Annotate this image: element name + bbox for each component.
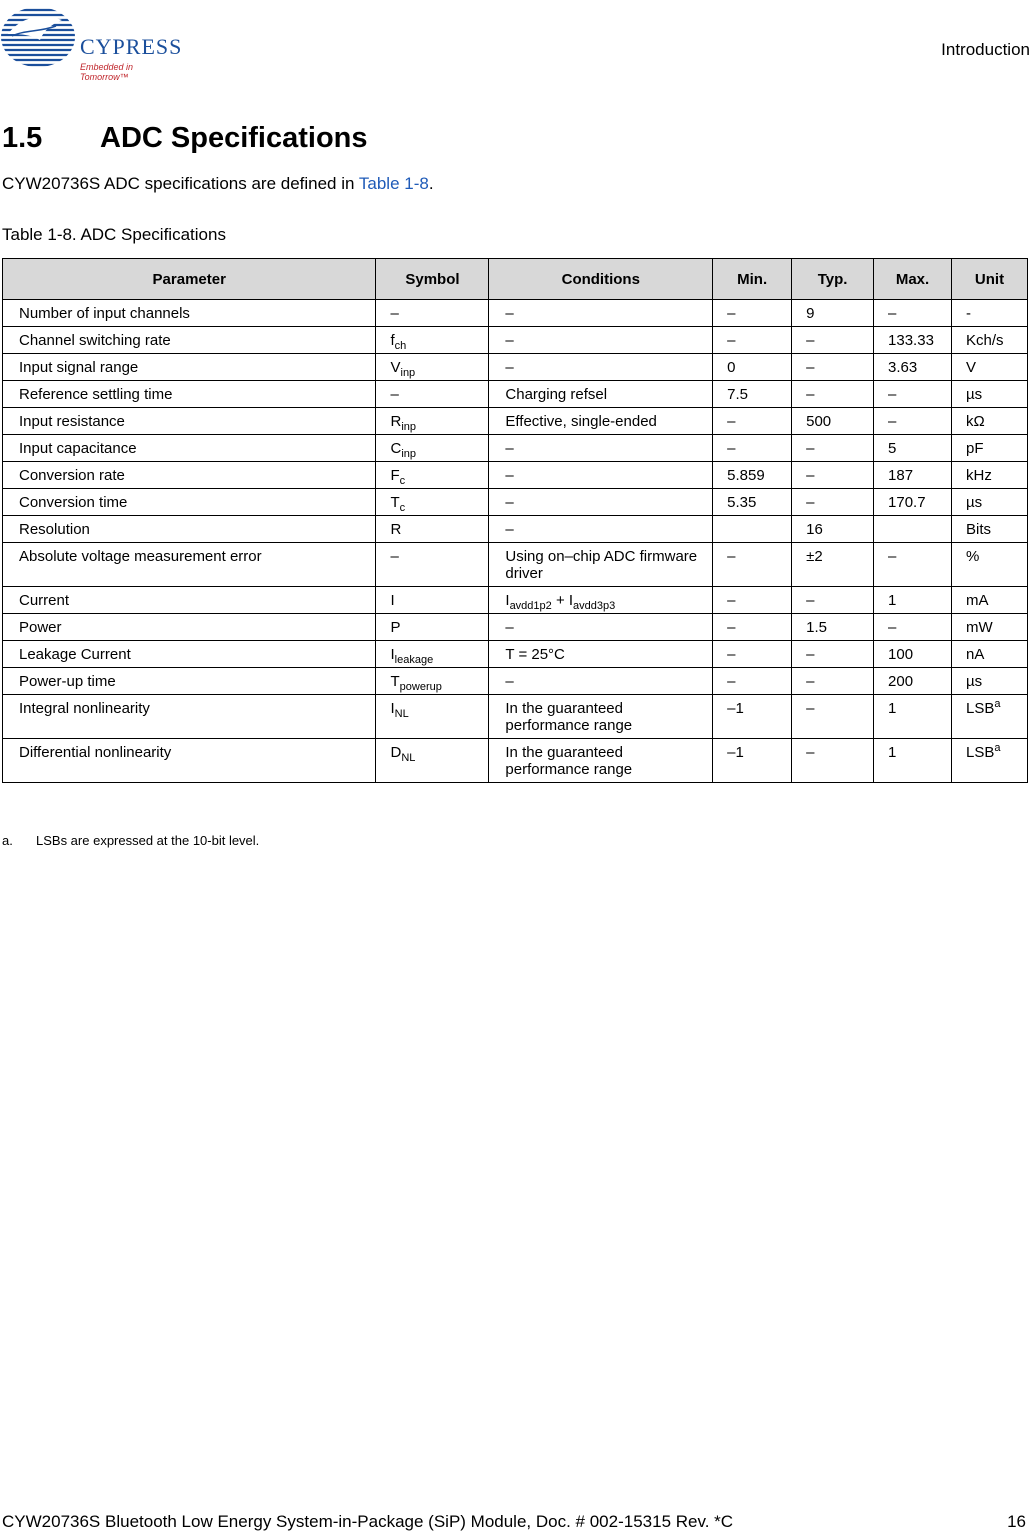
min-value: –	[727, 440, 736, 457]
section-title: ADC Specifications	[100, 122, 368, 154]
symbol-subscript: ch	[394, 340, 407, 352]
symbol-text: f	[390, 332, 395, 349]
cell-conditions	[489, 489, 713, 516]
max-value: –	[888, 413, 897, 430]
cell-min	[713, 381, 792, 408]
cell-parameter	[3, 381, 376, 408]
unit-text: µs	[966, 494, 983, 511]
min-value: –1	[727, 700, 744, 717]
header-parameter: Parameter	[3, 259, 376, 300]
cell-conditions	[489, 435, 713, 462]
max-value: 200	[888, 673, 914, 690]
table-row	[3, 354, 1028, 381]
cell-min	[713, 614, 792, 641]
min-value: –	[727, 673, 736, 690]
table-row	[3, 435, 1028, 462]
conditions-text: Effective, single-ended	[505, 413, 657, 430]
cell-min	[713, 354, 792, 381]
footnote-label: a.	[2, 833, 13, 848]
cell-symbol	[376, 435, 489, 462]
cell-parameter	[3, 435, 376, 462]
header-conditions: Conditions	[489, 259, 713, 300]
symbol-text: I	[390, 646, 395, 663]
min-value: –	[727, 305, 736, 322]
cypress-globe-icon	[0, 4, 78, 70]
cell-max	[874, 435, 952, 462]
conditions-subscript: avdd3p3	[573, 600, 616, 612]
cell-max	[874, 695, 952, 739]
table-caption: Table 1-8. ADC Specifications	[2, 225, 226, 244]
cell-conditions	[489, 668, 713, 695]
max-value: 100	[888, 646, 914, 663]
intro-suffix: .	[428, 174, 434, 193]
cell-unit	[952, 516, 1028, 543]
cell-symbol	[376, 668, 489, 695]
cell-conditions	[489, 462, 713, 489]
cell-typ	[792, 300, 874, 327]
symbol-subscript: c	[399, 475, 406, 487]
unit-text: mA	[966, 592, 989, 609]
cell-parameter	[3, 739, 376, 783]
cell-symbol	[376, 641, 489, 668]
cell-unit	[952, 543, 1028, 587]
cell-min	[713, 587, 792, 614]
cell-unit	[952, 381, 1028, 408]
cell-typ	[792, 587, 874, 614]
cell-min	[713, 641, 792, 668]
table-row	[3, 587, 1028, 614]
footnote-text: LSBs are expressed at the 10-bit level.	[36, 833, 260, 848]
unit-text: %	[966, 548, 980, 565]
cell-unit	[952, 695, 1028, 739]
parameter-text: Number of input channels	[19, 305, 190, 322]
conditions-text: In the guaranteed performance range	[505, 744, 633, 778]
cell-min	[713, 739, 792, 783]
typ-value: –	[806, 673, 815, 690]
conditions-text: I	[505, 592, 510, 609]
section-heading	[2, 122, 368, 155]
unit-text: µs	[966, 386, 983, 403]
cell-symbol	[376, 543, 489, 587]
unit-text: Bits	[966, 521, 992, 538]
table-row	[3, 381, 1028, 408]
max-value: 1	[888, 744, 897, 761]
typ-value: 1.5	[806, 619, 827, 636]
table-row	[3, 739, 1028, 783]
cell-conditions	[489, 614, 713, 641]
parameter-text: Input resistance	[19, 413, 125, 430]
cell-unit	[952, 668, 1028, 695]
footer-page-number: 16	[1007, 1512, 1026, 1531]
cell-unit	[952, 641, 1028, 668]
unit-footnote-mark: a	[994, 698, 1001, 710]
unit-text: kHz	[966, 467, 992, 484]
cell-max	[874, 489, 952, 516]
cell-typ	[792, 408, 874, 435]
typ-value: 500	[806, 413, 832, 430]
parameter-text: Input capacitance	[19, 440, 137, 457]
cell-symbol	[376, 462, 489, 489]
cell-typ	[792, 614, 874, 641]
symbol-subscript: NL	[401, 752, 416, 764]
symbol-text: T	[390, 494, 400, 511]
cell-max	[874, 641, 952, 668]
max-value: 3.63	[888, 359, 918, 376]
cell-conditions	[489, 739, 713, 783]
parameter-text: Input signal range	[19, 359, 139, 376]
header-unit: Unit	[952, 259, 1028, 300]
symbol-subscript: c	[399, 502, 406, 514]
cell-max	[874, 587, 952, 614]
max-value: 170.7	[888, 494, 926, 511]
symbol-text: I	[390, 700, 395, 717]
parameter-text: Current	[19, 592, 70, 609]
cell-parameter	[3, 641, 376, 668]
parameter-text: Reference settling time	[19, 386, 173, 403]
symbol-subscript: inp	[401, 421, 417, 433]
parameter-text: Differential nonlinearity	[19, 744, 172, 761]
conditions-text: –	[505, 619, 514, 636]
typ-value: 9	[806, 305, 815, 322]
cell-symbol	[376, 327, 489, 354]
cell-conditions	[489, 300, 713, 327]
cell-symbol	[376, 489, 489, 516]
cell-parameter	[3, 354, 376, 381]
typ-value: –	[806, 646, 815, 663]
cell-min	[713, 489, 792, 516]
parameter-text: Resolution	[19, 521, 90, 538]
cypress-logo	[0, 4, 183, 82]
cell-conditions	[489, 587, 713, 614]
symbol-subscript: NL	[394, 708, 409, 720]
cell-min	[713, 516, 792, 543]
unit-text: µs	[966, 673, 983, 690]
conditions-text: –	[505, 467, 514, 484]
cell-parameter	[3, 614, 376, 641]
cell-min	[713, 435, 792, 462]
min-value: –	[727, 619, 736, 636]
max-value: –	[888, 548, 897, 565]
min-value: 5.35	[727, 494, 757, 511]
cell-min	[713, 668, 792, 695]
min-value: –	[727, 592, 736, 609]
typ-value: –	[806, 700, 815, 717]
cell-typ	[792, 462, 874, 489]
cell-conditions	[489, 327, 713, 354]
logo-tagline: Embedded in Tomorrow™	[80, 62, 134, 82]
cell-parameter	[3, 327, 376, 354]
symbol-text: –	[390, 548, 399, 565]
cell-symbol	[376, 695, 489, 739]
intro-text: CYW20736S ADC specifications are defined in	[2, 174, 359, 193]
min-value: –1	[727, 744, 744, 761]
cell-unit	[952, 408, 1028, 435]
min-value: 0	[727, 359, 736, 376]
unit-text: Kch/s	[966, 332, 1004, 349]
cell-max	[874, 614, 952, 641]
table-row	[3, 327, 1028, 354]
cell-symbol	[376, 587, 489, 614]
symbol-text: –	[390, 305, 399, 322]
conditions-text: –	[505, 359, 514, 376]
cell-typ	[792, 327, 874, 354]
cell-parameter	[3, 668, 376, 695]
cell-unit	[952, 739, 1028, 783]
typ-value: –	[806, 744, 815, 761]
symbol-text: P	[390, 619, 401, 636]
cell-unit	[952, 614, 1028, 641]
cell-min	[713, 543, 792, 587]
conditions-text: –	[505, 521, 514, 538]
parameter-text: Channel switching rate	[19, 332, 171, 349]
cell-min	[713, 300, 792, 327]
min-value: 5.859	[727, 467, 765, 484]
cell-unit	[952, 587, 1028, 614]
cell-typ	[792, 435, 874, 462]
table-row	[3, 462, 1028, 489]
cell-min	[713, 462, 792, 489]
parameter-text: Conversion time	[19, 494, 128, 511]
cell-typ	[792, 695, 874, 739]
cell-parameter	[3, 489, 376, 516]
cell-conditions	[489, 695, 713, 739]
typ-value: –	[806, 440, 815, 457]
conditions-text: Using on–chip ADC firmware driver	[505, 548, 698, 582]
cell-conditions	[489, 516, 713, 543]
max-value: 1	[888, 700, 897, 717]
symbol-text: R	[390, 521, 402, 538]
typ-value: –	[806, 467, 815, 484]
cell-max	[874, 668, 952, 695]
cell-parameter	[3, 543, 376, 587]
conditions-text: –	[505, 305, 514, 322]
cell-parameter	[3, 695, 376, 739]
max-value: 187	[888, 467, 914, 484]
conditions-text: –	[505, 673, 514, 690]
unit-text: -	[966, 305, 971, 322]
typ-value: –	[806, 494, 815, 511]
max-value: 1	[888, 592, 897, 609]
cell-max	[874, 381, 952, 408]
cell-min	[713, 408, 792, 435]
cell-typ	[792, 668, 874, 695]
typ-value: –	[806, 592, 815, 609]
symbol-text: –	[390, 386, 399, 403]
conditions-text: + I	[551, 592, 574, 609]
max-value: 133.33	[888, 332, 934, 349]
unit-text: pF	[966, 440, 984, 457]
conditions-text: –	[505, 494, 514, 511]
cell-typ	[792, 641, 874, 668]
cell-typ	[792, 354, 874, 381]
intro-paragraph	[2, 174, 434, 194]
symbol-text: C	[390, 440, 402, 457]
unit-text: V	[966, 359, 977, 376]
table-reference-link[interactable]: Table 1-8	[358, 174, 429, 193]
min-value: –	[727, 548, 736, 565]
cell-symbol	[376, 381, 489, 408]
min-value: –	[727, 332, 736, 349]
cell-max	[874, 516, 952, 543]
symbol-subscript: powerup	[399, 681, 442, 693]
max-value: –	[888, 386, 897, 403]
symbol-subscript: inp	[401, 448, 417, 460]
cell-typ	[792, 489, 874, 516]
cell-max	[874, 300, 952, 327]
cell-max	[874, 462, 952, 489]
parameter-text: Integral nonlinearity	[19, 700, 150, 717]
max-value: –	[888, 305, 897, 322]
typ-value: –	[806, 359, 815, 376]
symbol-text: T	[390, 673, 400, 690]
cell-conditions	[489, 381, 713, 408]
cell-unit	[952, 435, 1028, 462]
cell-unit	[952, 327, 1028, 354]
min-value: –	[727, 646, 736, 663]
symbol-text: I	[390, 592, 395, 609]
cell-symbol	[376, 614, 489, 641]
header-symbol: Symbol	[376, 259, 489, 300]
cell-parameter	[3, 587, 376, 614]
conditions-text: T = 25°C	[505, 646, 565, 663]
conditions-text: –	[505, 332, 514, 349]
cell-max	[874, 354, 952, 381]
table-row	[3, 695, 1028, 739]
logo-wordmark: CYPRESS	[80, 34, 183, 59]
cell-parameter	[3, 516, 376, 543]
symbol-text: V	[390, 359, 401, 376]
cell-max	[874, 543, 952, 587]
conditions-text: –	[505, 440, 514, 457]
symbol-text: F	[390, 467, 400, 484]
table-row	[3, 614, 1028, 641]
table-row	[3, 641, 1028, 668]
cell-unit	[952, 300, 1028, 327]
min-value: –	[727, 413, 736, 430]
header-min: Min.	[713, 259, 792, 300]
typ-value: 16	[806, 521, 823, 538]
symbol-subscript: leakage	[394, 654, 434, 666]
unit-text: LSB	[966, 700, 995, 717]
conditions-subscript: avdd1p2	[509, 600, 552, 612]
table-footnote	[2, 833, 259, 848]
cell-conditions	[489, 354, 713, 381]
cell-typ	[792, 516, 874, 543]
table-header-row	[3, 259, 1028, 300]
max-value: 5	[888, 440, 897, 457]
unit-text: nA	[966, 646, 985, 663]
cell-conditions	[489, 543, 713, 587]
unit-footnote-mark: a	[994, 742, 1001, 754]
cell-symbol	[376, 408, 489, 435]
max-value: –	[888, 619, 897, 636]
cell-min	[713, 695, 792, 739]
conditions-text: In the guaranteed performance range	[505, 700, 633, 734]
cell-parameter	[3, 462, 376, 489]
cell-symbol	[376, 516, 489, 543]
parameter-text: Conversion rate	[19, 467, 125, 484]
typ-value: –	[806, 332, 815, 349]
section-number: 1.5	[2, 122, 43, 154]
cell-parameter	[3, 300, 376, 327]
table-row	[3, 543, 1028, 587]
parameter-text: Power-up time	[19, 673, 116, 690]
unit-text: mW	[966, 619, 993, 636]
footer-document-title: CYW20736S Bluetooth Low Energy System-in-Package (SiP) Module, Doc. # 002-15315 Rev. *C	[2, 1512, 734, 1531]
symbol-subscript: inp	[400, 367, 416, 379]
parameter-text: Power	[19, 619, 62, 636]
table-row	[3, 408, 1028, 435]
cell-max	[874, 739, 952, 783]
cell-typ	[792, 381, 874, 408]
header-max: Max.	[874, 259, 952, 300]
header-typ: Typ.	[792, 259, 874, 300]
adc-spec-table	[2, 258, 1028, 783]
cell-max	[874, 408, 952, 435]
unit-text: kΩ	[966, 413, 985, 430]
cell-symbol	[376, 739, 489, 783]
symbol-text: D	[390, 744, 402, 761]
cell-conditions	[489, 408, 713, 435]
typ-value: ±2	[806, 548, 823, 565]
parameter-text: Absolute voltage measurement error	[19, 548, 262, 565]
conditions-text: Charging refsel	[505, 386, 608, 403]
table-row	[3, 668, 1028, 695]
cell-symbol	[376, 354, 489, 381]
cell-parameter	[3, 408, 376, 435]
table-row	[3, 489, 1028, 516]
table-row	[3, 516, 1028, 543]
cell-conditions	[489, 641, 713, 668]
table-row	[3, 300, 1028, 327]
cell-symbol	[376, 300, 489, 327]
cell-min	[713, 327, 792, 354]
parameter-text: Leakage Current	[19, 646, 131, 663]
running-header: Introduction	[941, 40, 1030, 59]
cell-typ	[792, 543, 874, 587]
symbol-text: R	[390, 413, 402, 430]
unit-text: LSB	[966, 744, 995, 761]
cell-unit	[952, 354, 1028, 381]
cell-typ	[792, 739, 874, 783]
cell-max	[874, 327, 952, 354]
min-value: 7.5	[727, 386, 749, 403]
cell-unit	[952, 462, 1028, 489]
cell-unit	[952, 489, 1028, 516]
typ-value: –	[806, 386, 815, 403]
